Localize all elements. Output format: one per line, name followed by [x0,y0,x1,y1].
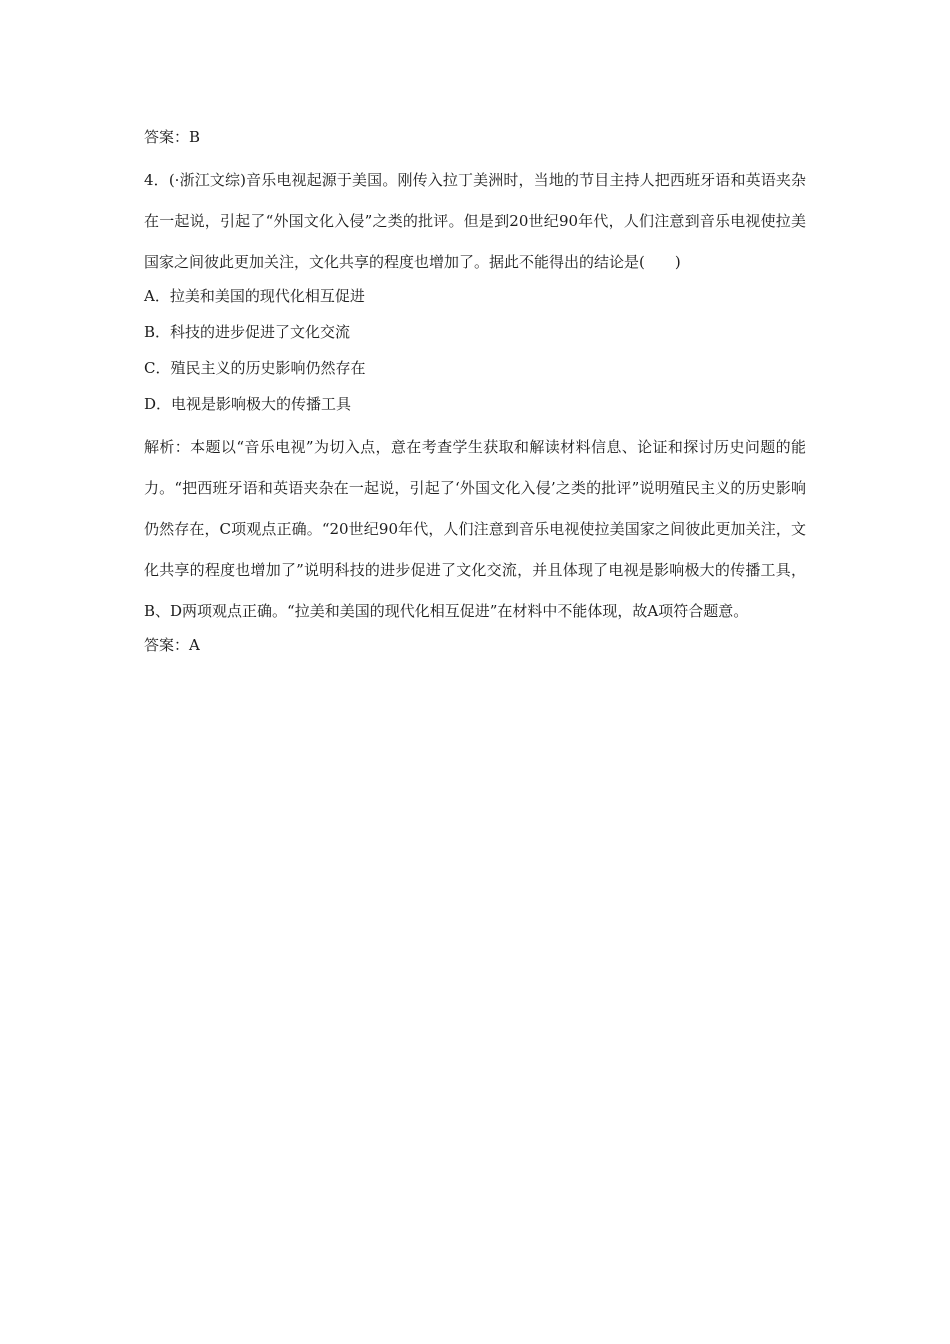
option-a: A．拉美和美国的现代化相互促进 [144,287,365,305]
previous-answer: 答案：B [144,128,201,146]
option-c: C．殖民主义的历史影响仍然存在 [144,359,366,377]
option-d: D．电视是影响极大的传播工具 [144,395,352,413]
question-options [144,283,806,427]
question-stem: 4．(·浙江文综)音乐电视起源于美国。刚传入拉丁美洲时，当地的节目主持人把西班牙语和英语夹杂在一起说，引起了“外国文化入侵”之类的批评。但是到20世纪90年代，人们注意到音乐电视使拉美国家之间彼此更加关注，文化共享的程度也增加了。据此不能得出的结论是( ) [144,171,806,271]
analysis-text: 解析：本题以“音乐电视”为切入点，意在考查学生获取和解读材料信息、论证和探讨历史问题的能力。“把西班牙语和英语夹杂在一起说，引起了‘外国文化入侵’之类的批评”说明殖民主义的历史影响仍然存在，C项观点正确。“20世纪90年代，人们注意到音乐电视使拉美国家之间彼此更加关注，文化共享的程度也增加了”说明科技的进步促进了文化交流，并且体现了电视是影响极大的传播工具，B、D两项观点正确。“拉美和美国的现代化相互促进”在材料中不能体现，故A项符合题意。 [144,438,806,620]
document-page [144,124,806,668]
option-b: B．科技的进步促进了文化交流 [144,323,351,341]
final-answer: 答案：A [144,636,200,654]
